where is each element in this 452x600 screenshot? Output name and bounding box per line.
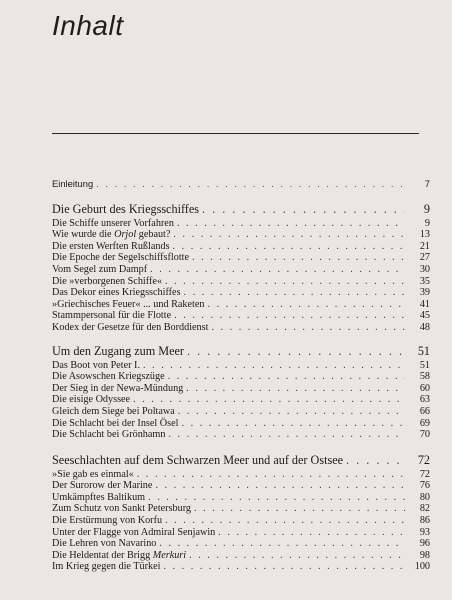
toc-entry-text-pre: Die Heldentat der Brigg: [52, 549, 153, 561]
toc-entry-text: Die Erstürmung von Korfu: [52, 515, 163, 527]
toc-entry-text: Die Schlacht bei der Insel Ösel: [52, 417, 179, 429]
toc-entry-page: 72: [419, 468, 430, 480]
toc-entry-text-pre: Wie wurde die: [52, 229, 115, 241]
toc-entry-page: 45: [419, 310, 430, 322]
toc-entry-text: Gleich dem Siege bei Poltawa: [52, 405, 175, 417]
toc-chapter-heading: [52, 453, 430, 467]
toc-entry-page: 13: [419, 229, 430, 241]
toc-entry: [52, 276, 430, 288]
toc-entry-text: Zum Schutz von Sankt Petersburg: [52, 503, 192, 515]
leader-dots: [168, 371, 405, 383]
toc-entry: [52, 429, 430, 441]
toc-entry-text: Die Asowschen Kriegszüge: [52, 371, 165, 383]
chapter-page: 51: [417, 343, 430, 358]
toc-entry-page: 63: [419, 394, 430, 406]
toc-entry: [52, 394, 430, 406]
toc-entry: [52, 264, 430, 276]
table-of-contents: [52, 178, 430, 573]
toc-entry-page: 100: [414, 561, 430, 573]
toc-entry-page: 7: [424, 178, 430, 189]
toc-entry-page: 51: [419, 359, 430, 371]
toc-entry-text: Im Krieg gegen die Türkei: [52, 561, 161, 573]
leader-dots: [202, 202, 405, 216]
toc-entry-page: 41: [419, 298, 430, 310]
leader-dots: [186, 383, 405, 395]
toc-entry-page: 35: [419, 275, 430, 287]
leader-dots: [173, 241, 405, 253]
section-gap: [52, 334, 430, 344]
toc-entry-text: Die »verborgenen Schiffe«: [52, 275, 162, 287]
toc-entry-text-post: gebaut?: [136, 229, 171, 241]
leader-dots: [173, 229, 405, 241]
page-title: Inhalt: [52, 10, 124, 41]
toc-chapter-heading: [52, 202, 430, 216]
toc-entry: [52, 561, 430, 573]
toc-entry-page: 76: [419, 480, 430, 492]
toc-entry: [52, 241, 430, 253]
leader-dots: [192, 252, 405, 264]
toc-entry: [52, 515, 430, 527]
toc-entry-text: »Griechisches Feuer« ... und Raketen: [52, 298, 205, 310]
toc-entry: [52, 229, 430, 241]
toc-entry-text: Das Dekor eines Kriegsschiffes: [52, 287, 181, 299]
leader-dots: [174, 310, 405, 322]
toc-entry-text: Die Schiffe unserer Vorfahren: [52, 217, 174, 229]
leader-dots: [346, 453, 405, 467]
toc-entry: [52, 310, 430, 322]
leader-dots: [150, 264, 405, 276]
leader-dots: [211, 322, 405, 334]
leader-dots: [177, 218, 405, 230]
toc-entry: [52, 406, 430, 418]
toc-entry-text: Vom Segel zum Dampf: [52, 263, 148, 275]
leader-dots: [96, 178, 405, 190]
leader-dots: [178, 406, 405, 418]
toc-chapter-heading: [52, 344, 430, 358]
toc-entry: [52, 469, 430, 481]
toc-entry-page: 82: [419, 503, 430, 515]
chapter-title: Seeschlachten auf dem Schwarzen Meer und auf der Ostsee: [52, 452, 344, 467]
toc-entry: [52, 527, 430, 539]
toc-entry-page: 39: [419, 287, 430, 299]
leader-dots: [184, 287, 405, 299]
toc-entry: [52, 418, 430, 430]
toc-entry-page: 21: [419, 240, 430, 252]
chapter-page: 9: [423, 201, 430, 216]
toc-entry-page: 98: [419, 549, 430, 561]
toc-entry-text: Das Boot von Peter I.: [52, 359, 140, 371]
toc-entry-page: 9: [424, 217, 430, 229]
toc-entry-page: 58: [419, 371, 430, 383]
toc-entry-intro: [52, 178, 430, 190]
toc-entry-text: [52, 550, 186, 562]
toc-entry: [52, 480, 430, 492]
leader-dots: [168, 429, 405, 441]
toc-entry-text: Die ersten Werften Rußlands: [52, 240, 170, 252]
section-gap: [52, 441, 430, 453]
toc-entry-page: 86: [419, 515, 430, 527]
toc-entry-page: 96: [419, 538, 430, 550]
chapter-title: Um den Zugang zum Meer: [52, 343, 184, 358]
toc-entry-text: Die Lehren von Navarino: [52, 538, 157, 550]
leader-dots: [187, 344, 405, 358]
toc-entry: [52, 218, 430, 230]
leader-dots: [207, 299, 405, 311]
leader-dots: [133, 394, 405, 406]
toc-entry-text: Der Surorow der Marine: [52, 480, 153, 492]
toc-entry: [52, 360, 430, 372]
divider-rule: [52, 133, 419, 134]
leader-dots: [163, 561, 405, 573]
toc-entry: [52, 503, 430, 515]
toc-entry: [52, 550, 430, 562]
chapter-page: 72: [417, 452, 430, 467]
toc-entry-text: Umkämpftes Baltikum: [52, 491, 146, 503]
leader-dots: [137, 469, 405, 481]
toc-entry: [52, 383, 430, 395]
leader-dots: [165, 276, 405, 288]
toc-entry-page: 48: [419, 321, 430, 333]
toc-entry-text: Die Epoche der Segelschiffsflotte: [52, 252, 190, 264]
leader-dots: [194, 503, 405, 515]
toc-entry: [52, 492, 430, 504]
toc-entry-text: Einleitung: [52, 178, 94, 189]
toc-entry-page: 27: [419, 252, 430, 264]
toc-entry-text: Stammpersonal für die Flotte: [52, 310, 172, 322]
chapter-title: Die Geburt des Kriegsschiffes: [52, 201, 199, 216]
toc-entry: [52, 287, 430, 299]
leader-dots: [165, 515, 405, 527]
toc-sections: [52, 202, 430, 573]
toc-entry-page: 70: [419, 429, 430, 441]
leader-dots: [143, 360, 405, 372]
leader-dots: [155, 480, 405, 492]
toc-entry-text: [52, 229, 170, 241]
toc-entry-text: Unter der Flagge von Admiral Senjawin: [52, 526, 216, 538]
toc-entry: [52, 252, 430, 264]
toc-entry-text-italic: Merkuri: [152, 549, 187, 561]
toc-entry: [52, 538, 430, 550]
toc-entry-page: 69: [419, 417, 430, 429]
toc-entry-text: Kodex der Gesetze für den Borddienst: [52, 321, 209, 333]
toc-entry: [52, 322, 430, 334]
toc-entry-text: Die Schlacht bei Grönhamn: [52, 429, 166, 441]
toc-entry-page: 93: [419, 526, 430, 538]
toc-entry-page: 66: [419, 405, 430, 417]
leader-dots: [189, 550, 405, 562]
toc-entry-text-italic: Orjol: [114, 229, 137, 241]
toc-entry: [52, 371, 430, 383]
leader-dots: [159, 538, 405, 550]
toc-entry-text: Die eisige Odyssee: [52, 394, 131, 406]
toc-entry-text: Der Sieg in der Newa-Mündung: [52, 382, 184, 394]
toc-entry: [52, 299, 430, 311]
toc-entry-page: 80: [419, 491, 430, 503]
toc-entry-page: 30: [419, 263, 430, 275]
toc-entry-page: 60: [419, 382, 430, 394]
leader-dots: [148, 492, 405, 504]
leader-dots: [218, 527, 405, 539]
leader-dots: [181, 418, 405, 430]
toc-entry-text: »Sie gab es einmal«: [52, 468, 134, 480]
